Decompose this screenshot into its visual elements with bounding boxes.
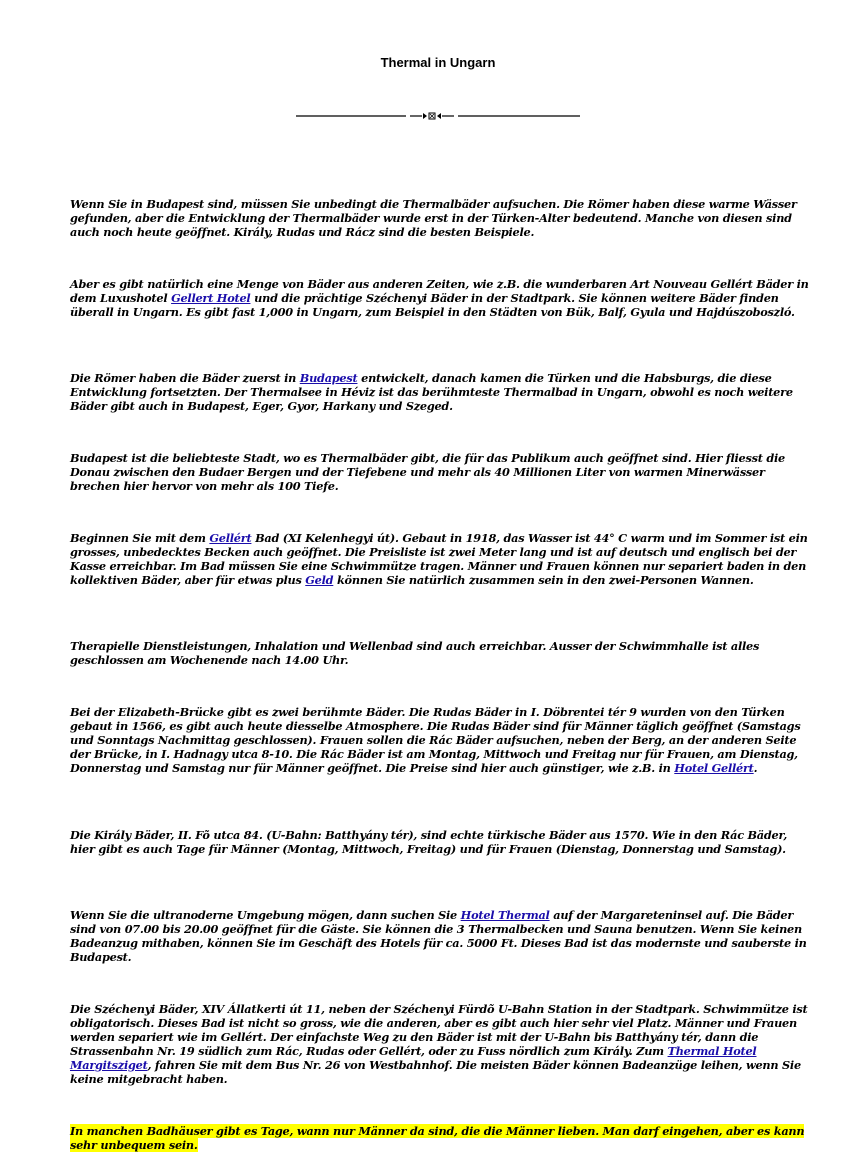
- text-run: können Sie natürlich zusammen sein in den zwei-Personen Wannen.: [333, 573, 754, 587]
- text-run: Die Király Bäder, II. Fõ utca 84. (U-Bahn: Batthyány tér), sind echte türkische Bäder aus 1570. Wie in den Rác Bäder, hier gibt es auch Tage für Männer (Montag, Mittwoch, Freitag) und für Frauen (Dienstag, Donnerstag und Samstag).: [70, 828, 788, 856]
- text-run: Die Széchenyi Bäder, XIV Állatkerti út 11, neben der Széchenyi Fürdõ U-Bahn Station in der Stadtpark. Schwimmütze ist obligatorisch. Dieses Bad ist nicht so gross, wie die anderen, aber es gibt auch hier sehr viel Platz. Männer und Frauen werden separiert wie im Gellért. Der einfachste Weg zu den Bäder ist mit der U-Bahn bis Batthyány tér, dann die Strassenbahn Nr. 19 südlich zum Rác, Rudas oder Gellért, oder zu Fuss nördlich zum Király. Zum: [70, 1002, 808, 1058]
- page-title: Thermal in Ungarn: [380, 55, 496, 70]
- text-run: auf der Margareteninsel auf. Die Bäder sind von 07.00 bis 20.00 geöffnet für die Gäste. Sie können die 3 Thermalbecken und Sauna benutzen. Wenn Sie keinen Badeanzug mithaben, können Sie im Geschäft des Hotels für ca. 5000 Ft. Dieses Bad ist das modernste und sauberste in Budapest.: [70, 908, 807, 964]
- inline-link-hotel-thermal[interactable]: Hotel Thermal: [460, 908, 550, 922]
- inline-link-gellert-hotel[interactable]: Gellert Hotel: [171, 291, 251, 305]
- text-run: In manchen Badhäuser gibt es Tage, wann nur Männer da sind, die die Männer lieben. Man darf eingehen, aber es kann sehr unbequem sein.: [70, 1124, 805, 1152]
- inline-link-geld[interactable]: Geld: [305, 573, 334, 587]
- ornamental-divider: [296, 111, 580, 121]
- text-run: Die Römer haben die Bäder zuerst in: [70, 371, 300, 385]
- inline-link-thermal-hotel-margitsziget[interactable]: Thermal Hotel Margitsziget: [70, 1044, 757, 1072]
- paragraph-3: [70, 371, 812, 413]
- paragraph-5: [70, 531, 812, 587]
- text-run: entwickelt, danach kamen die Türken und die Habsburgs, die diese Entwicklung fortsetzten. Der Thermalsee in Héviz ist das berühmteste Thermalbad in Ungarn, obwohl es noch weitere Bäder gibt auch in Budapest, Eger, Gyor, Harkany und Szeged.: [70, 371, 793, 413]
- text-run: Therapielle Dienstleistungen, Inhalation und Wellenbad sind auch erreichbar. Ausser der Schwimmhalle ist alles geschlossen am Wochenende nach 14.00 Uhr.: [70, 639, 760, 667]
- text-run: Budapest ist die beliebteste Stadt, wo es Thermalbäder gibt, die für das Publikum auch geöffnet sind. Hier fliesst die Donau zwischen den Budaer Bergen und der Tiefebene und mehr als 40 Millionen Liter von warmen Minerwässer brechen hier hervor von mehr als 100 Tiefe.: [70, 451, 785, 493]
- paragraph-2: [70, 277, 812, 319]
- paragraph-4: [70, 451, 812, 493]
- inline-link-hotel-gell-rt[interactable]: Hotel Gellért: [674, 761, 754, 775]
- text-run: .: [753, 761, 758, 775]
- paragraph-6: [70, 639, 812, 667]
- paragraph-9: [70, 908, 812, 964]
- paragraph-1: [70, 197, 812, 239]
- text-run: Beginnen Sie mit dem: [70, 531, 210, 545]
- text-run: , fahren Sie mit dem Bus Nr. 26 von Westbahnhof. Die meisten Bäder können Badeanzüge leihen, wenn Sie keine mitgebracht haben.: [70, 1058, 801, 1086]
- paragraph-10: [70, 1002, 812, 1086]
- inline-link-gell-rt[interactable]: Gellért: [209, 531, 252, 545]
- text-run: und die prächtige Széchenyi Bäder in der Stadtpark. Sie können weitere Bäder finden überall in Ungarn. Es gibt fast 1,000 in Ungarn, zum Beispiel in den Städten von Bük, Balf, Gyula und Hajdúszoboszló.: [70, 291, 795, 319]
- text-run: Bad (XI Kelenhegyi út). Gebaut in 1918, das Wasser ist 44° C warm und im Sommer ist ein grosses, unbedecktes Becken auch geöffnet. Die Preisliste ist zwei Meter lang und ist auf deutsch und englisch bei der Kasse erreichbar. Im Bad müssen Sie eine Schwimmütze tragen. Männer und Frauen können nur separiert baden in den kollektiven Bäder, aber für etwas plus: [70, 531, 808, 587]
- paragraph-8: [70, 828, 812, 856]
- text-run: Aber es gibt natürlich eine Menge von Bäder aus anderen Zeiten, wie z.B. die wunderbaren Art Nouveau Gellért Bäder in dem Luxushotel: [70, 277, 809, 305]
- text-run: Wenn Sie die ultranoderne Umgebung mögen, dann suchen Sie: [70, 908, 461, 922]
- text-run: Wenn Sie in Budapest sind, müssen Sie unbedingt die Thermalbäder aufsuchen. Die Römer haben diese warme Wässer gefunden, aber die Entwicklung der Thermalbäder wurde erst in der Türken-Alter bedeutend. Manche von diesen sind auch noch heute geöffnet. Király, Rudas und Rácz sind die besten Beispiele.: [70, 197, 797, 239]
- inline-link-budapest[interactable]: Budapest: [299, 371, 358, 385]
- paragraph-7: [70, 705, 812, 775]
- paragraph-11-highlighted: [70, 1124, 812, 1152]
- highlighted-text: [70, 1124, 804, 1152]
- text-run: Bei der Elizabeth-Brücke gibt es zwei berühmte Bäder. Die Rudas Bäder in I. Döbrentei tér 9 wurden von den Türken gebaut in 1566, es gibt auch heute diesselbe Atmosphere. Die Rudas Bäder sind für Männer täglich geöffnet (Samstags und Sonntags Nachmittag geschlossen). Frauen sollen die Rác Bäder aufsuchen, neben der Berg, an der anderen Seite der Brücke, in I. Hadnagy utca 8-10. Die Rác Bäder ist am Montag, Mittwoch und Freitag nur für Frauen, am Dienstag, Donnerstag und Samstag nur für Männer geöffnet. Die Preise sind hier auch günstiger, wie z.B. in: [70, 705, 801, 775]
